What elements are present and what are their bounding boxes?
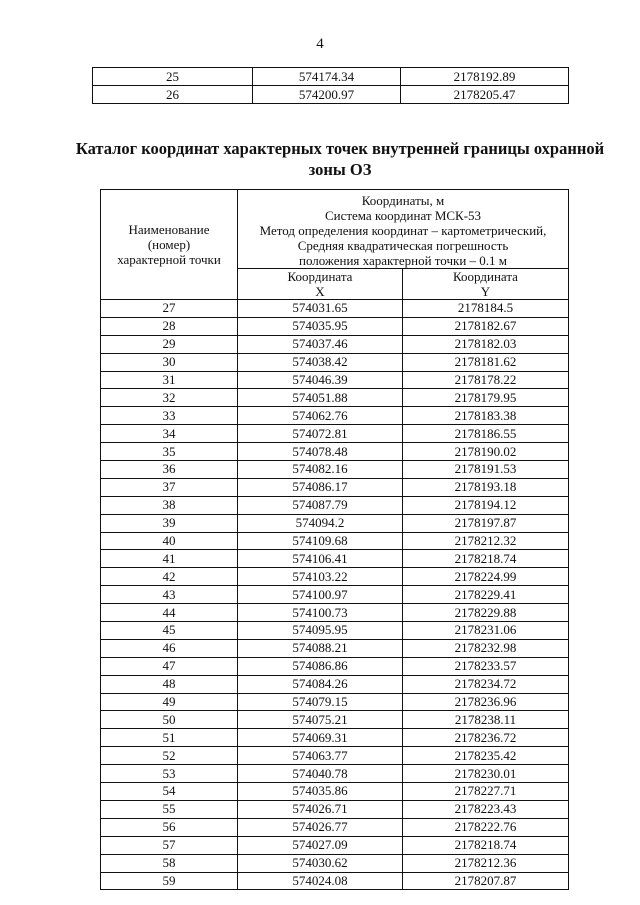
table-row	[101, 353, 569, 371]
table-row	[101, 639, 569, 657]
x-coordinate-cell: 574084.26	[238, 675, 403, 693]
y-coordinate-cell: 2178212.32	[403, 532, 569, 550]
y-coordinate-cell: 2178186.55	[403, 425, 569, 443]
y-coordinate-cell: 2178194.12	[403, 496, 569, 514]
point-number-cell: 39	[101, 514, 238, 532]
y-coordinate-cell: 2178205.47	[401, 86, 569, 104]
previous-coordinates-body	[93, 68, 569, 104]
y-coordinate-cell: 2178207.87	[403, 872, 569, 890]
x-coordinate-cell: 574087.79	[238, 496, 403, 514]
y-coordinate-cell: 2178183.38	[403, 407, 569, 425]
x-coordinate-cell: 574103.22	[238, 568, 403, 586]
y-coordinate-cell: 2178191.53	[403, 461, 569, 479]
coordinates-catalog-table	[100, 189, 569, 890]
table-row	[101, 783, 569, 801]
table-row	[101, 317, 569, 335]
table-row	[101, 514, 569, 532]
x-coordinate-cell: 574200.97	[253, 86, 401, 104]
table-row	[93, 68, 569, 86]
y-coordinate-cell: 2178178.22	[403, 371, 569, 389]
table-row	[101, 854, 569, 872]
page-number: 4	[316, 36, 324, 52]
table-row	[101, 657, 569, 675]
y-coordinate-cell: 2178182.67	[403, 317, 569, 335]
x-coordinate-cell: 574109.68	[238, 532, 403, 550]
y-coordinate-cell: 2178193.18	[403, 478, 569, 496]
point-number-cell: 52	[101, 747, 238, 765]
point-number-cell: 45	[101, 622, 238, 640]
table-header	[101, 190, 569, 300]
table-row	[101, 693, 569, 711]
y-coordinate-cell: 2178224.99	[403, 568, 569, 586]
point-number-cell: 33	[101, 407, 238, 425]
point-number-cell: 29	[101, 335, 238, 353]
y-coordinate-cell: 2178218.74	[403, 550, 569, 568]
y-coordinate-cell: 2178229.88	[403, 604, 569, 622]
y-coordinate-cell: 2178230.01	[403, 765, 569, 783]
x-coordinate-cell: 574051.88	[238, 389, 403, 407]
y-coordinate-cell: 2178218.74	[403, 836, 569, 854]
point-number-cell: 38	[101, 496, 238, 514]
point-number-cell: 35	[101, 443, 238, 461]
y-coordinate-cell: 2178197.87	[403, 514, 569, 532]
y-coordinate-cell: 2178231.06	[403, 622, 569, 640]
table-row	[101, 443, 569, 461]
point-number-cell: 26	[93, 86, 253, 104]
previous-coordinates-table	[92, 67, 569, 104]
point-number-cell: 59	[101, 872, 238, 890]
y-coordinate-cell: 2178236.72	[403, 729, 569, 747]
x-coordinate-cell: 574026.77	[238, 818, 403, 836]
point-number-cell: 48	[101, 675, 238, 693]
point-number-cell: 25	[93, 68, 253, 86]
point-number-cell: 30	[101, 353, 238, 371]
y-coordinate-cell: 2178223.43	[403, 800, 569, 818]
y-coordinate-cell: 2178234.72	[403, 675, 569, 693]
table-row	[101, 425, 569, 443]
table-row	[101, 818, 569, 836]
table-row	[101, 586, 569, 604]
x-coordinate-cell: 574082.16	[238, 461, 403, 479]
table-row	[101, 604, 569, 622]
table-row	[101, 496, 569, 514]
table-row	[101, 765, 569, 783]
x-coordinate-cell: 574063.77	[238, 747, 403, 765]
table-row	[101, 872, 569, 890]
point-number-cell: 41	[101, 550, 238, 568]
y-coordinate-cell: 2178222.76	[403, 818, 569, 836]
y-coordinate-cell: 2178238.11	[403, 711, 569, 729]
table-row	[101, 461, 569, 479]
x-coordinate-cell: 574035.86	[238, 783, 403, 801]
point-number-cell: 49	[101, 693, 238, 711]
table-row	[101, 711, 569, 729]
y-coordinate-header: Координата Y	[403, 269, 569, 300]
point-number-cell: 56	[101, 818, 238, 836]
x-coordinate-cell: 574100.97	[238, 586, 403, 604]
y-coordinate-cell: 2178236.96	[403, 693, 569, 711]
point-number-cell: 51	[101, 729, 238, 747]
x-coordinate-cell: 574027.09	[238, 836, 403, 854]
x-coordinate-cell: 574086.17	[238, 478, 403, 496]
point-number-cell: 31	[101, 371, 238, 389]
table-row	[101, 371, 569, 389]
x-coordinate-cell: 574106.41	[238, 550, 403, 568]
coordinates-body	[101, 300, 569, 890]
table-row	[101, 389, 569, 407]
point-number-cell: 27	[101, 300, 238, 318]
x-coordinate-cell: 574040.78	[238, 765, 403, 783]
table-row	[101, 836, 569, 854]
point-number-cell: 40	[101, 532, 238, 550]
point-number-cell: 58	[101, 854, 238, 872]
x-coordinate-cell: 574100.73	[238, 604, 403, 622]
point-number-cell: 28	[101, 317, 238, 335]
table-row	[101, 532, 569, 550]
point-number-cell: 37	[101, 478, 238, 496]
x-coordinate-cell: 574088.21	[238, 639, 403, 657]
x-coordinate-cell: 574094.2	[238, 514, 403, 532]
x-coordinate-cell: 574030.62	[238, 854, 403, 872]
point-number-cell: 34	[101, 425, 238, 443]
y-coordinate-cell: 2178181.62	[403, 353, 569, 371]
x-coordinate-cell: 574037.46	[238, 335, 403, 353]
point-number-cell: 55	[101, 800, 238, 818]
x-coordinate-cell: 574075.21	[238, 711, 403, 729]
catalog-title	[60, 138, 620, 180]
y-coordinate-cell: 2178184.5	[403, 300, 569, 318]
table-row	[101, 675, 569, 693]
y-coordinate-cell: 2178192.89	[401, 68, 569, 86]
x-coordinate-cell: 574062.76	[238, 407, 403, 425]
table-row	[101, 335, 569, 353]
y-coordinate-cell: 2178179.95	[403, 389, 569, 407]
point-number-cell: 54	[101, 783, 238, 801]
point-number-cell: 42	[101, 568, 238, 586]
x-coordinate-cell: 574086.86	[238, 657, 403, 675]
x-coordinate-cell: 574072.81	[238, 425, 403, 443]
point-number-cell: 44	[101, 604, 238, 622]
y-coordinate-cell: 2178182.03	[403, 335, 569, 353]
point-number-cell: 43	[101, 586, 238, 604]
table-row	[101, 568, 569, 586]
y-coordinate-cell: 2178233.57	[403, 657, 569, 675]
x-coordinate-cell: 574046.39	[238, 371, 403, 389]
x-coordinate-cell: 574069.31	[238, 729, 403, 747]
table-row	[101, 800, 569, 818]
coordinates-header: Координаты, м Система координат МСК-53 Метод определения координат – картометрический, Средняя квадратическая погрешность положения характерной точки – 0.1 м	[238, 190, 569, 269]
table-row	[101, 622, 569, 640]
x-coordinate-cell: 574079.15	[238, 693, 403, 711]
x-coordinate-cell: 574174.34	[253, 68, 401, 86]
table-row	[101, 747, 569, 765]
table-row	[101, 729, 569, 747]
point-number-cell: 53	[101, 765, 238, 783]
y-coordinate-cell: 2178227.71	[403, 783, 569, 801]
table-row	[101, 407, 569, 425]
x-coordinate-cell: 574024.08	[238, 872, 403, 890]
point-number-cell: 50	[101, 711, 238, 729]
y-coordinate-cell: 2178212.36	[403, 854, 569, 872]
y-coordinate-cell: 2178235.42	[403, 747, 569, 765]
point-number-cell: 32	[101, 389, 238, 407]
y-coordinate-cell: 2178232.98	[403, 639, 569, 657]
table-row	[93, 86, 569, 104]
catalog-title-line-2: зоны ОЗ	[308, 160, 372, 179]
table-row	[101, 478, 569, 496]
table-row	[101, 550, 569, 568]
x-coordinate-header: Координата X	[238, 269, 403, 300]
x-coordinate-cell: 574095.95	[238, 622, 403, 640]
point-number-cell: 47	[101, 657, 238, 675]
x-coordinate-cell: 574038.42	[238, 353, 403, 371]
x-coordinate-cell: 574078.48	[238, 443, 403, 461]
point-number-cell: 57	[101, 836, 238, 854]
table-row	[101, 300, 569, 318]
point-number-cell: 36	[101, 461, 238, 479]
y-coordinate-cell: 2178190.02	[403, 443, 569, 461]
x-coordinate-cell: 574026.71	[238, 800, 403, 818]
point-number-cell: 46	[101, 639, 238, 657]
point-name-header: Наименование (номер) характерной точки	[101, 190, 238, 300]
y-coordinate-cell: 2178229.41	[403, 586, 569, 604]
catalog-title-line-1: Каталог координат характерных точек внутренней границы охранной	[75, 139, 605, 158]
x-coordinate-cell: 574031.65	[238, 300, 403, 318]
x-coordinate-cell: 574035.95	[238, 317, 403, 335]
